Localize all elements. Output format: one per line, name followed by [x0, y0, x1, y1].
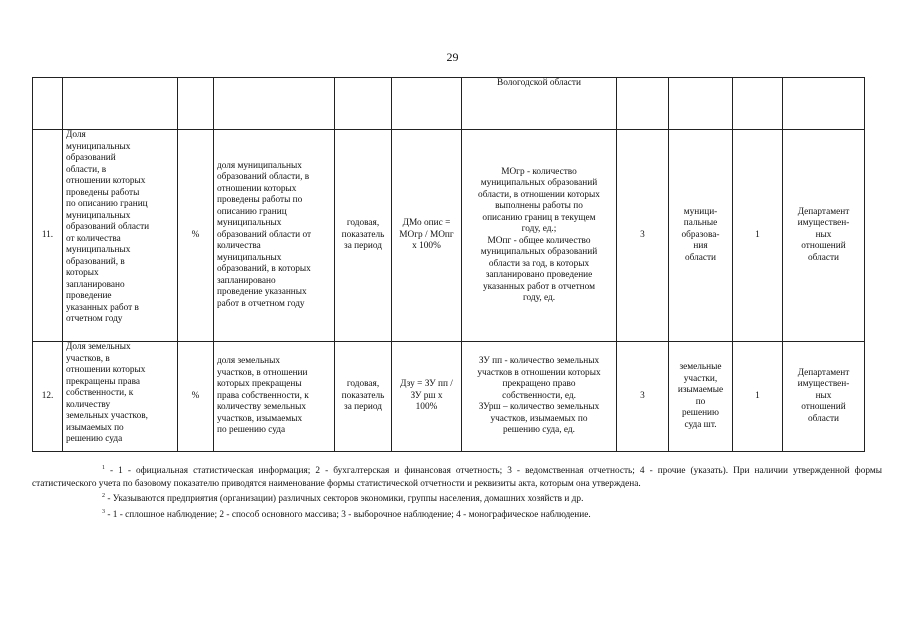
- cell-collection: 1: [733, 342, 783, 452]
- table-row: [33, 130, 865, 342]
- cell-name: Доля муниципальных образований области, в отношении которых проведены работы по описанию границ муниципальных образований области от количества муниципальных образований, в которых запланировано проведение указанных работ в отчетном году: [63, 130, 178, 342]
- table-row: [33, 342, 865, 452]
- cell-periodicity: годовая, показатель за период: [335, 342, 392, 452]
- page-number: 29: [446, 50, 459, 64]
- cell-unit: [178, 78, 214, 130]
- cell-population: муници- пальные образова- ния области: [669, 130, 733, 342]
- cell-definition: [214, 78, 335, 130]
- footnote-3: [32, 506, 882, 522]
- cell-formula: Дзу = ЗУ пп / ЗУ рш х 100%: [392, 342, 462, 452]
- cell-periodicity: годовая, показатель за период: [335, 130, 392, 342]
- cell-method: МОгр - количество муниципальных образований области, в отношении которых выполнены работы по описанию границ в текущем году, ед.; МОпг - общее количество муниципальных образований области за год, в которых запланировано проведение указанных работ в отчетном году, ед.: [462, 130, 617, 342]
- cell-definition: доля муниципальных образований области, в отношении которых проведены работы по описанию границ муниципальных образований области от количества муниципальных образований, в которых запланировано проведение указанных работ в отчетном году: [214, 130, 335, 342]
- cell-unit: %: [178, 342, 214, 452]
- cell-formula: ДМо опис = МОгр / МОпг х 100%: [392, 130, 462, 342]
- cell-name: Доля земельных участков, в отношении которых прекращены права собственности, к количеству земельных участков, изымаемых по решению суда: [63, 342, 178, 452]
- footnote-mark: 2: [102, 493, 105, 500]
- cell-population: земельные участки, изымаемые по решению суда шт.: [669, 342, 733, 452]
- cell-collection: 1: [733, 130, 783, 342]
- cell-unit: %: [178, 130, 214, 342]
- cell-collection: [733, 78, 783, 130]
- cell-source: 3: [617, 342, 669, 452]
- cell-source: [617, 78, 669, 130]
- cell-name: [63, 78, 178, 130]
- footnote-1: [32, 462, 882, 490]
- cell-population: [669, 78, 733, 130]
- cell-responsible: Департамент имуществен- ных отношений области: [783, 130, 865, 342]
- cell-num: 11.: [33, 130, 63, 342]
- cell-responsible: [783, 78, 865, 130]
- footnote-2: [32, 490, 882, 506]
- footnote-mark: 3: [102, 508, 105, 515]
- footnote-text: - Указываются предприятия (организации) различных секторов экономики, группы населения, домашних хозяйств и др.: [105, 494, 584, 505]
- cell-method: Вологодской области: [462, 78, 617, 130]
- cell-periodicity: [335, 78, 392, 130]
- footnotes: [32, 462, 882, 521]
- footnote-text: - 1 - сплошное наблюдение; 2 - способ основного массива; 3 - выборочное наблюдение; 4 - монографическое наблюдение.: [105, 509, 591, 520]
- cell-responsible: Департамент имуществен- ных отношений области: [783, 342, 865, 452]
- cell-formula: [392, 78, 462, 130]
- cell-num: 12.: [33, 342, 63, 452]
- cell-source: 3: [617, 130, 669, 342]
- footnote-text: - 1 - официальная статистическая информация; 2 - бухгалтерская и финансовая отчетность; 3 - ведомственная отчетность; 4 - прочие (указать). При наличии утвержденной формы статистического учета по базовому показателю приводятся наименование формы статистической отчетности и реквизиты акта, которым она утверждена.: [32, 466, 882, 489]
- cell-method: ЗУ пп - количество земельных участков в отношении которых прекращено право собственности, ед. ЗУрш – количество земельных участков, изымаемых по решению суда, ед.: [462, 342, 617, 452]
- footnote-mark: 1: [102, 465, 105, 471]
- table-row: [33, 78, 865, 130]
- cell-definition: доля земельных участков, в отношении которых прекращены права собственности, к количеству земельных участков, изымаемых по решению суда: [214, 342, 335, 452]
- cell-num: [33, 78, 63, 130]
- indicators-table: [32, 77, 865, 452]
